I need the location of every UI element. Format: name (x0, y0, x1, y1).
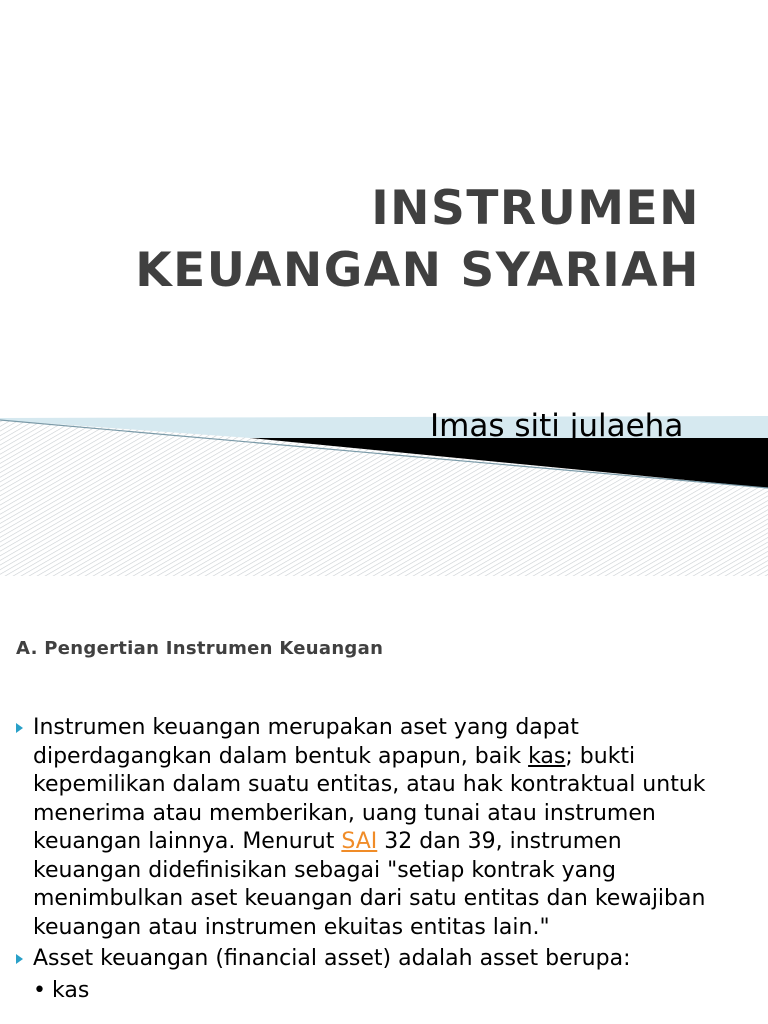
bullet-item-financial-asset (16, 945, 716, 974)
section-heading: A. Pengertian Instrumen Keuangan (16, 638, 384, 659)
definition-text-3: 32 dan 39, instrumen keuangan didefinisikan sebagai "setiap kontrak yang menimbulkan aset keuangan dari satu entitas dan kewajiban keuangan atau instrumen ekuitas entitas lain." (33, 829, 706, 940)
title-line-2: KEUANGAN SYARIAH (135, 243, 700, 298)
definition-text-2: ; bukti kepemilikan dalam suatu entitas, atau hak kontraktual untuk menerima atau memberikan, uang tunai atau instrumen keuangan lainnya. Menurut (33, 743, 706, 854)
triangle-bullet-icon (16, 723, 23, 733)
kas-link[interactable]: kas (528, 743, 566, 769)
dot-bullet-icon: • (33, 977, 46, 1003)
sub-item-label: kas (51, 977, 90, 1003)
triangle-bullet-icon (16, 954, 23, 964)
body-text (16, 714, 716, 1005)
content-slide (0, 576, 768, 1024)
slide-title (135, 178, 700, 302)
definition-text-1: Instrumen keuangan merupakan aset yang dapat diperdagangkan dalam bentuk apapun, baik (33, 715, 579, 769)
sub-bullet-item (16, 977, 716, 1006)
financial-asset-text: Asset keuangan (financial asset) adalah asset berupa: (33, 946, 631, 971)
title-line-1: INSTRUMEN (371, 181, 700, 236)
sai-link[interactable]: SAI (341, 829, 378, 854)
bullet-item-definition (16, 714, 716, 942)
author-subtitle: Imas siti julaeha (430, 408, 684, 444)
